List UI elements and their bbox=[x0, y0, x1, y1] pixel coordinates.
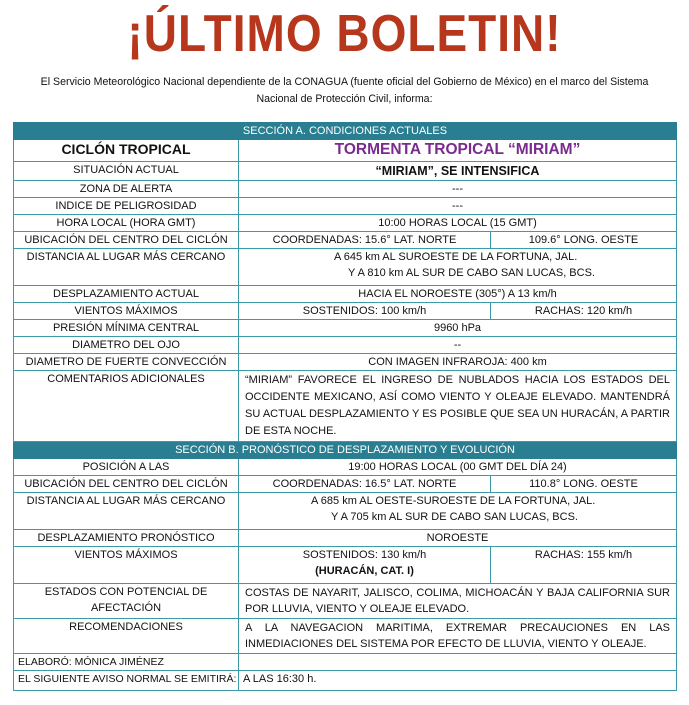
vientos-rachas: RACHAS: 120 km/h bbox=[491, 303, 677, 320]
table-row bbox=[14, 320, 677, 337]
table-row bbox=[14, 530, 677, 547]
section-a-header: SECCIÓN A. CONDICIONES ACTUALES bbox=[14, 123, 677, 140]
elaboro-empty bbox=[239, 654, 677, 671]
indice-label: INDICE DE PELIGROSIDAD bbox=[14, 198, 239, 215]
b-vientos-rachas: RACHAS: 155 km/h bbox=[491, 547, 677, 584]
table-row bbox=[14, 303, 677, 320]
desplazamiento-value: HACIA EL NOROESTE (305°) A 13 km/h bbox=[239, 286, 677, 303]
intro-text: El Servicio Meteorológico Nacional dependiente de la CONAGUA (fuente oficial del Gobierno de México) en el marco del Sistema Nacional de Protección Civil, informa: bbox=[40, 76, 649, 105]
conveccion-label: DIAMETRO DE FUERTE CONVECCIÓN bbox=[14, 354, 239, 371]
b-ubicacion-lon: 110.8° LONG. OESTE bbox=[491, 476, 677, 493]
elaboro: ELABORÓ: MÓNICA JIMÉNEZ bbox=[14, 654, 239, 671]
distancia-value bbox=[239, 249, 677, 286]
cyclone-label: CICLÓN TROPICAL bbox=[14, 140, 239, 162]
table-row bbox=[14, 371, 677, 442]
distancia-line-2: Y A 810 km AL SUR DE CABO SAN LUCAS, BCS. bbox=[348, 267, 595, 279]
table-row bbox=[14, 354, 677, 371]
b-desplazamiento-label: DESPLAZAMIENTO PRONÓSTICO bbox=[14, 530, 239, 547]
table-row bbox=[14, 476, 677, 493]
estados-label: ESTADOS CON POTENCIAL DE AFECTACIÓN bbox=[14, 584, 239, 619]
ojo-value: -- bbox=[239, 337, 677, 354]
indice-value: --- bbox=[239, 198, 677, 215]
table-row bbox=[14, 493, 677, 530]
hora-value: 10:00 HORAS LOCAL (15 GMT) bbox=[239, 215, 677, 232]
comentarios-value: “MIRIAM” FAVORECE EL INGRESO DE NUBLADOS HACIA LOS ESTADOS DEL OCCIDENTE MEXICANO, ASÍ COMO VIENTO Y OLEAJE ELEVADO. MANTENDRÁ SU ACTUAL DESPLAZAMIENTO Y ES POSIBLE QUE SEA UN HURACÁN, A PARTIR DE ESTA NOCHE. bbox=[239, 371, 677, 442]
section-a-header-row bbox=[14, 123, 677, 140]
ubicacion-lon: 109.6° LONG. OESTE bbox=[491, 232, 677, 249]
bulletin-table bbox=[13, 122, 677, 691]
desplazamiento-label: DESPLAZAMIENTO ACTUAL bbox=[14, 286, 239, 303]
table-row bbox=[14, 547, 677, 584]
b-ubicacion-label: UBICACIÓN DEL CENTRO DEL CICLÓN bbox=[14, 476, 239, 493]
recomendaciones-value: A LA NAVEGACION MARITIMA, EXTREMAR PRECAUCIONES EN LAS INMEDIACIONES DEL SISTEMA POR EFECTO DE LLUVIA, VIENTO Y OLEAJE. bbox=[239, 619, 677, 654]
table-row bbox=[14, 198, 677, 215]
estados-value: COSTAS DE NAYARIT, JALISCO, COLIMA, MICHOACÁN Y BAJA CALIFORNIA SUR POR LLUVIA, VIENTO Y OLEAJE ELEVADO. bbox=[239, 584, 677, 619]
table-row bbox=[14, 337, 677, 354]
cyclone-name: TORMENTA TROPICAL “MIRIAM” bbox=[239, 140, 677, 162]
section-b-header: SECCIÓN B. PRONÓSTICO DE DESPLAZAMIENTO Y EVOLUCIÓN bbox=[14, 442, 677, 459]
b-distancia-line-1: A 685 km AL OESTE-SUROESTE DE LA FORTUNA, JAL. bbox=[311, 495, 596, 507]
table-row bbox=[14, 215, 677, 232]
table-row bbox=[14, 162, 677, 181]
presion-label: PRESIÓN MÍNIMA CENTRAL bbox=[14, 320, 239, 337]
conveccion-value: CON IMAGEN INFRAROJA: 400 km bbox=[239, 354, 677, 371]
b-vientos-sostenidos-cell bbox=[239, 547, 491, 584]
table-row bbox=[14, 140, 677, 162]
ubicacion-lat: COORDENADAS: 15.6° LAT. NORTE bbox=[239, 232, 491, 249]
b-ubicacion-lat: COORDENADAS: 16.5° LAT. NORTE bbox=[239, 476, 491, 493]
posicion-value: 19:00 HORAS LOCAL (00 GMT DEL DÍA 24) bbox=[239, 459, 677, 476]
comentarios-label: COMENTARIOS ADICIONALES bbox=[14, 371, 239, 442]
b-distancia-line-2: Y A 705 km AL SUR DE CABO SAN LUCAS, BCS. bbox=[331, 511, 578, 523]
situacion-value: “MIRIAM”, SE INTENSIFICA bbox=[239, 162, 677, 181]
table-row bbox=[14, 584, 677, 619]
b-vientos-sostenidos: SOSTENIDOS: 130 km/h bbox=[302, 549, 427, 561]
table-row bbox=[14, 286, 677, 303]
section-b-header-row bbox=[14, 442, 677, 459]
table-row bbox=[14, 619, 677, 654]
b-vientos-label: VIENTOS MÁXIMOS bbox=[14, 547, 239, 584]
recomendaciones-label: RECOMENDACIONES bbox=[14, 619, 239, 654]
zona-label: ZONA DE ALERTA bbox=[14, 181, 239, 198]
siguiente-value: A LAS 16:30 h. bbox=[239, 671, 677, 691]
b-vientos-categoria: (HURACÁN, CAT. I) bbox=[315, 565, 414, 577]
posicion-label: POSICIÓN A LAS bbox=[14, 459, 239, 476]
siguiente-label: EL SIGUIENTE AVISO NORMAL SE EMITIRÁ: bbox=[14, 671, 239, 691]
distancia-label: DISTANCIA AL LUGAR MÁS CERCANO bbox=[14, 249, 239, 286]
b-distancia-label: DISTANCIA AL LUGAR MÁS CERCANO bbox=[14, 493, 239, 530]
ojo-label: DIAMETRO DEL OJO bbox=[14, 337, 239, 354]
table-row bbox=[14, 232, 677, 249]
table-row bbox=[14, 249, 677, 286]
table-row bbox=[14, 671, 677, 691]
b-desplazamiento-value: NOROESTE bbox=[239, 530, 677, 547]
bulletin-title: ¡ÚLTIMO BOLETIN! bbox=[127, 3, 562, 63]
b-distancia-value bbox=[239, 493, 677, 530]
situacion-label: SITUACIÓN ACTUAL bbox=[14, 162, 239, 181]
vientos-sostenidos: SOSTENIDOS: 100 km/h bbox=[239, 303, 491, 320]
vientos-label: VIENTOS MÁXIMOS bbox=[14, 303, 239, 320]
zona-value: --- bbox=[239, 181, 677, 198]
ubicacion-label: UBICACIÓN DEL CENTRO DEL CICLÓN bbox=[14, 232, 239, 249]
hora-label: HORA LOCAL (HORA GMT) bbox=[14, 215, 239, 232]
presion-value: 9960 hPa bbox=[239, 320, 677, 337]
table-row bbox=[14, 654, 677, 671]
distancia-line-1: A 645 km AL SUROESTE DE LA FORTUNA, JAL. bbox=[334, 251, 578, 263]
table-row bbox=[14, 181, 677, 198]
table-row bbox=[14, 459, 677, 476]
